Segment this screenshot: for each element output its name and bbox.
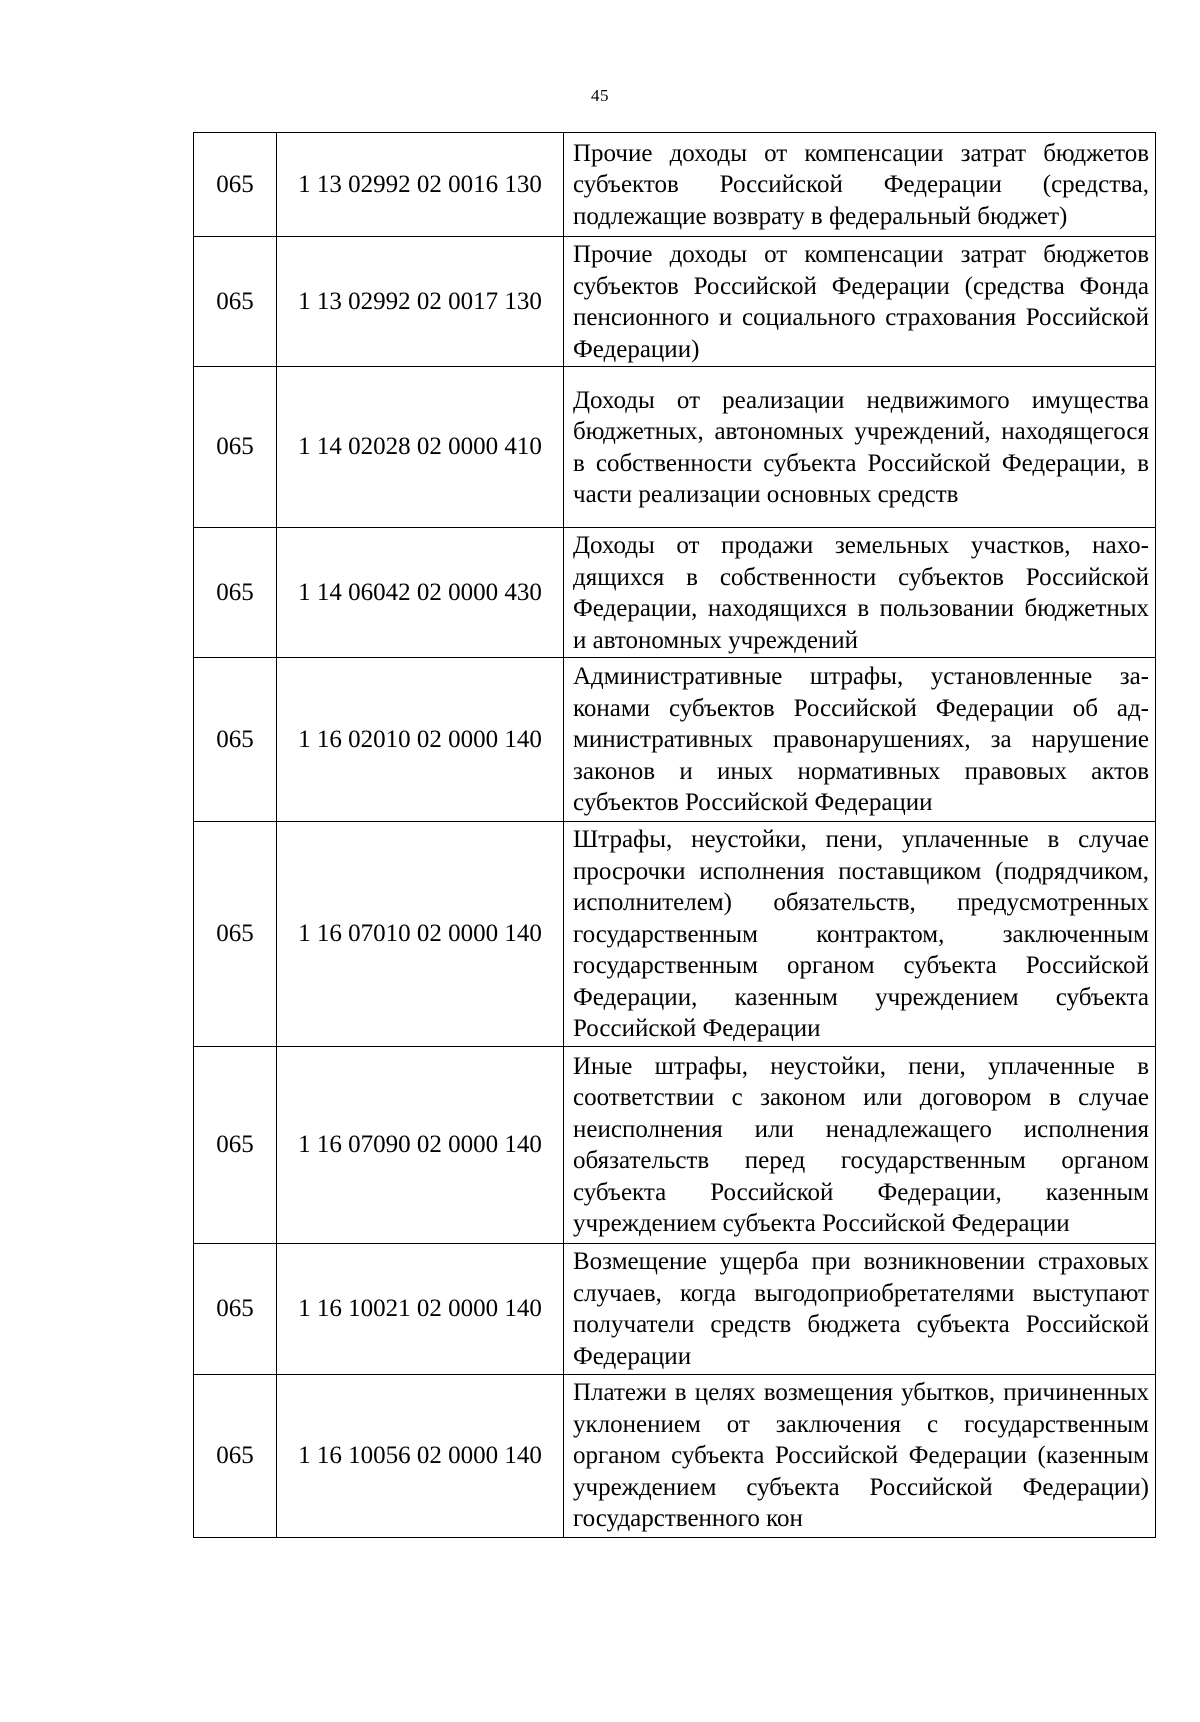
kbk-code-cell: 1 16 10056 02 0000 140 xyxy=(277,1374,564,1537)
kbk-code-cell: 1 14 02028 02 0000 410 xyxy=(277,367,564,528)
table-body xyxy=(194,133,1156,1538)
table-row xyxy=(194,1243,1156,1374)
admin-code-cell: 065 xyxy=(194,367,277,528)
table-row xyxy=(194,822,1156,1047)
admin-code-cell: 065 xyxy=(194,528,277,658)
revenue-description-cell: Возмещение ущерба при возникновении страховых случаев, когда выгодоприобретателями выступают получатели средств бюджета субъекта Российской Федерации xyxy=(564,1243,1156,1374)
admin-code-cell: 065 xyxy=(194,822,277,1047)
table-row xyxy=(194,658,1156,822)
admin-code-cell: 065 xyxy=(194,658,277,822)
table-row xyxy=(194,133,1156,237)
admin-code-cell: 065 xyxy=(194,133,277,237)
revenue-description-cell: Штрафы, неустойки, пени, уплаченные в случае просрочки исполнения поставщиком (подрядчиком, исполнителем) обязательств, предусмотренных государственным контрактом, заключенным государственным органом субъекта Российской Федерации, казенным учреждением субъекта Российской Федерации xyxy=(564,822,1156,1047)
kbk-code-cell: 1 13 02992 02 0016 130 xyxy=(277,133,564,237)
revenue-description-cell: Доходы от продажи земельных участков, находящихся в собственности субъектов Российской Федерации, находящихся в пользовании бюджетных и автономных учреждений xyxy=(564,528,1156,658)
kbk-code-cell: 1 16 07090 02 0000 140 xyxy=(277,1046,564,1243)
admin-code-cell: 065 xyxy=(194,1046,277,1243)
kbk-code-cell: 1 16 07010 02 0000 140 xyxy=(277,822,564,1047)
revenue-description-cell: Платежи в целях возмещения убытков, причиненных уклонением от заключения с государственным органом субъекта Российской Федерации (казенным учреждением субъекта Российской Федерации) государственного кон xyxy=(564,1374,1156,1537)
table-row xyxy=(194,528,1156,658)
admin-code-cell: 065 xyxy=(194,1243,277,1374)
kbk-code-cell: 1 13 02992 02 0017 130 xyxy=(277,237,564,367)
revenue-description-cell: Иные штрафы, неустойки, пени, уплаченные в соответствии с законом или договором в случае неисполнения или ненадлежащего исполнения обязательств перед государственным органом субъекта Российской Федерации, казенным учреждением субъекта Российской Федерации xyxy=(564,1046,1156,1243)
admin-code-cell: 065 xyxy=(194,1374,277,1537)
revenue-description-cell: Прочие доходы от компенсации затрат бюджетов субъектов Российской Федерации (средства, подлежащие возврату в федеральный бюджет) xyxy=(564,133,1156,237)
revenue-description-cell: Прочие доходы от компенсации затрат бюджетов субъектов Российской Федерации (средства Фонда пенсионного и социального страхования Российской Федерации) xyxy=(564,237,1156,367)
revenue-codes-table xyxy=(193,132,1156,1538)
table-row xyxy=(194,367,1156,528)
revenue-description-cell: Административные штрафы, установленные законами субъектов Российской Федерации об административных правонарушениях, за нарушение законов и иных нормативных правовых актов субъектов Российской Федерации xyxy=(564,658,1156,822)
kbk-code-cell: 1 14 06042 02 0000 430 xyxy=(277,528,564,658)
table-row xyxy=(194,237,1156,367)
revenue-description-cell: Доходы от реализации недвижимого имущества бюджетных, автономных учреждений, находящегося в собственности субъекта Российской Федерации, в части реализации основных средств xyxy=(564,367,1156,528)
admin-code-cell: 065 xyxy=(194,237,277,367)
page-number: 45 xyxy=(591,86,609,105)
table-row xyxy=(194,1374,1156,1537)
kbk-code-cell: 1 16 02010 02 0000 140 xyxy=(277,658,564,822)
kbk-code-cell: 1 16 10021 02 0000 140 xyxy=(277,1243,564,1374)
table-row xyxy=(194,1046,1156,1243)
